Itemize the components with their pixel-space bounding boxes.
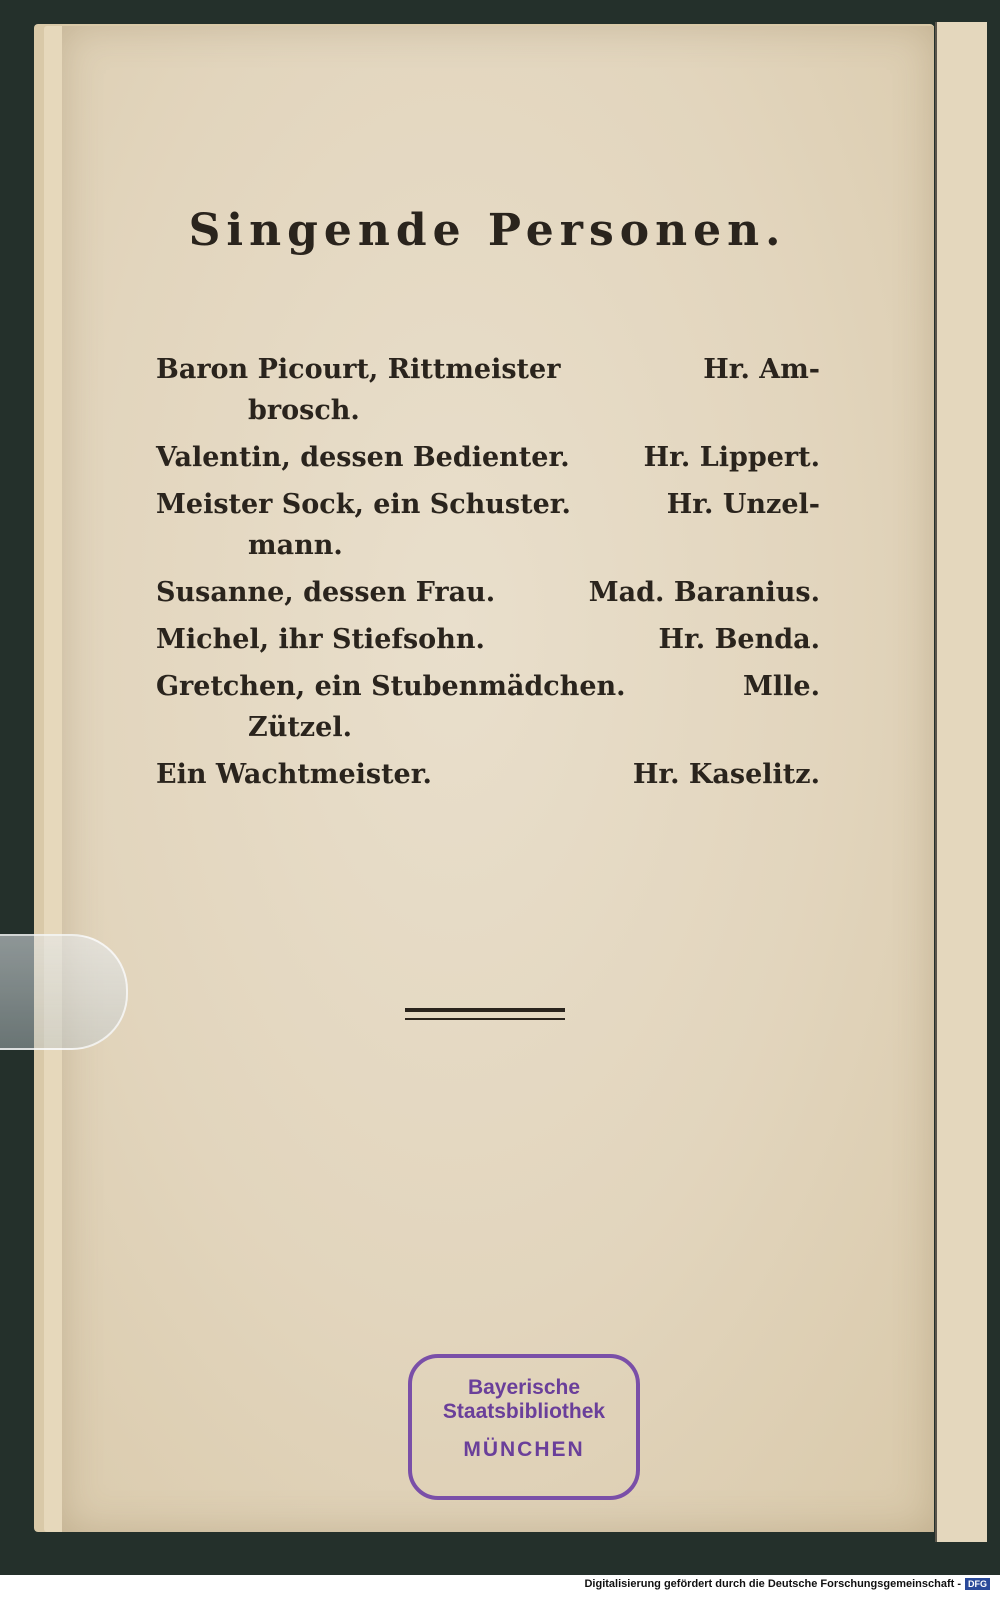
page-clip-icon xyxy=(0,934,128,1050)
cast-role: Baron Picourt, Rittmeister xyxy=(156,354,561,385)
cast-list xyxy=(156,354,820,806)
library-stamp xyxy=(408,1354,640,1500)
cast-role: Michel, ihr Stiefsohn. xyxy=(156,624,485,655)
cast-role: Meister Sock, ein Schuster. xyxy=(156,489,571,520)
decorative-rule-thin xyxy=(405,1018,565,1020)
decorative-rule-thick xyxy=(405,1008,565,1012)
cast-continuation: mann. xyxy=(248,530,343,561)
cast-row xyxy=(156,489,820,520)
cast-actor: Hr. Benda. xyxy=(658,624,820,655)
stamp-line: MÜNCHEN xyxy=(463,1438,585,1461)
cast-actor: Mad. Baranius. xyxy=(588,577,820,608)
stamp-line: Staatsbibliothek xyxy=(442,1400,606,1423)
cast-role: Valentin, dessen Bedienter. xyxy=(156,442,570,473)
cast-continuation: brosch. xyxy=(248,395,360,426)
stamp-line: Bayerische xyxy=(467,1376,581,1399)
cast-actor: Hr. Am- xyxy=(703,354,820,385)
cast-continuation: Zützel. xyxy=(248,712,352,743)
cast-actor: Mlle. xyxy=(743,671,820,702)
cast-row xyxy=(156,354,820,385)
cast-actor: Hr. Kaselitz. xyxy=(632,759,820,790)
cast-row xyxy=(156,577,820,608)
cast-row xyxy=(156,442,820,473)
cast-actor: Hr. Lippert. xyxy=(643,442,820,473)
cast-role: Gretchen, ein Stubenmädchen. xyxy=(156,671,626,702)
cast-row xyxy=(156,671,820,702)
footer-text: Digitalisierung gefördert durch die Deutsche Forschungsgemeinschaft - xyxy=(584,1578,961,1590)
cast-row xyxy=(156,759,820,790)
cast-row xyxy=(156,624,820,655)
cast-role: Ein Wachtmeister. xyxy=(156,759,432,790)
cast-actor: Hr. Unzel- xyxy=(666,489,820,520)
page-title: Singende Personen. xyxy=(188,205,787,256)
dfg-logo-icon: DFG xyxy=(965,1578,990,1590)
cast-role: Susanne, dessen Frau. xyxy=(156,577,496,608)
footer-credit xyxy=(580,1577,994,1591)
